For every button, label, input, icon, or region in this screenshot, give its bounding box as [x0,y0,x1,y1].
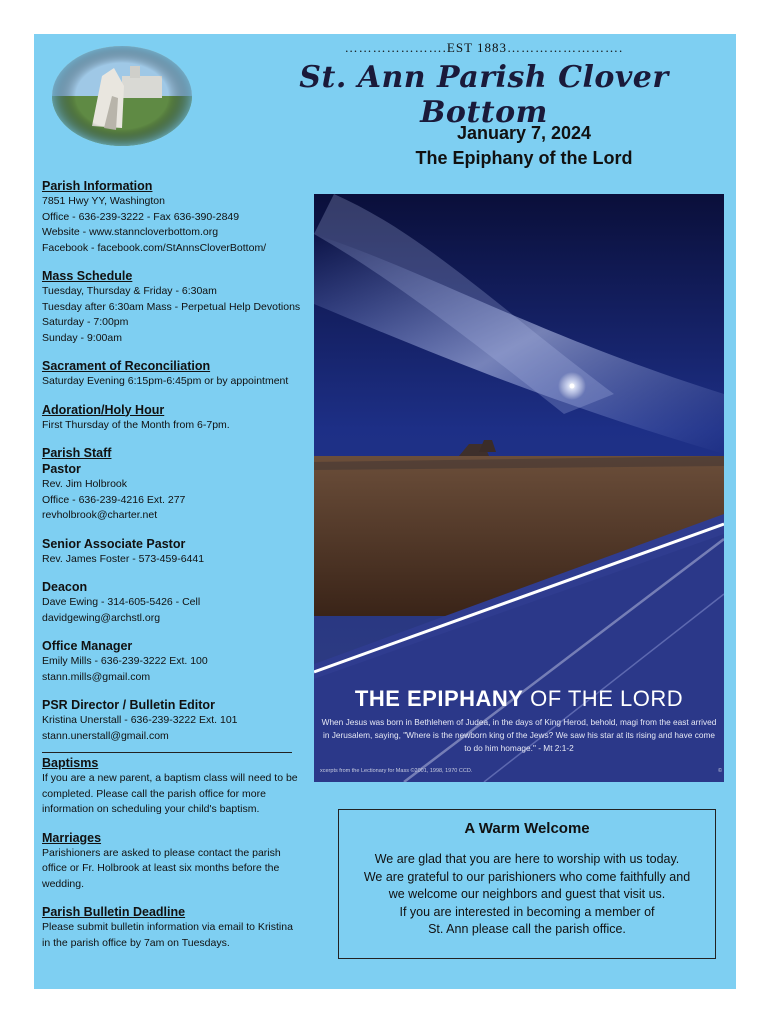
senior-associate-role: Senior Associate Pastor [42,536,186,551]
parish-info-heading: Parish Information [42,179,153,193]
office-manager-role: Office Manager [42,639,133,653]
welcome-title: A Warm Welcome [464,820,590,837]
poster-title [314,686,724,712]
reconciliation-time: Saturday Evening 6:15pm-6:45pm or by appointment [42,375,289,387]
parish-address: 7851 Hwy YY, Washington [42,195,165,207]
bulletin-deadline-text: Please submit bulletin information via email to Kristina in the parish office by 7am on Tuesdays. [42,921,293,949]
office-manager-name: Emily Mills - 636-239-3222 Ext. 100 [42,655,208,667]
poster-scripture-quote: When Jesus was born in Bethlehem of Judea, in the days of King Herod, behold, magi from the east arrived in Jerusalem, saying, "Where is the newborn king of the Jews? We saw his star at its rising and have come to do him homage." - Mt 2:1-2 [321,717,717,753]
deacon-email: davidgewing@archstl.org [42,611,161,624]
senior-associate-name: Rev. James Foster - 573-459-6441 [42,552,205,565]
poster-title-thin: OF THE LORD [523,686,684,711]
marriages-heading: Marriages [42,830,102,845]
bulletin-deadline-heading: Parish Bulletin Deadline [42,905,186,919]
welcome-line: We are grateful to our parishioners who come faithfully and [363,869,691,884]
welcome-line: We are glad that you are here to worship with us today. [374,852,680,866]
baptisms-heading: Baptisms [42,756,99,770]
pastor-name: Rev. Jim Holbrook [42,478,127,490]
section-divider [42,752,292,753]
feast-title: The Epiphany of the Lord [415,148,633,168]
adoration-time: First Thursday of the Month from 6-7pm. [42,418,230,431]
parish-staff-heading: Parish Staff [42,446,112,460]
mass-devotions: Tuesday after 6:30am Mass - Perpetual Help Devotions [42,300,301,313]
marriages-text: Parishioners are asked to please contact the parish office or Fr. Holbrook at least six months before the wedding. [42,846,281,890]
reconciliation-heading: Sacrament of Reconciliation [42,359,211,373]
deacon-role: Deacon [42,580,88,594]
mass-saturday: Saturday - 7:00pm [42,316,129,328]
pastor-email: revholbrook@charter.net [42,509,158,521]
info-column [42,178,304,951]
adoration-heading: Adoration/Holy Hour [42,402,165,417]
bulletin-date: January 7, 2024 [456,123,592,143]
pastor-phone: Office - 636-239-4216 Ext. 277 [42,493,186,506]
welcome-line: St. Ann please call the parish office. [428,922,626,936]
poster-copyright: xcerpts from the Lectionary for Mass ©2001, 1998, 1970 CCD. [320,768,473,774]
pastor-role: Pastor [42,462,81,476]
established-line: ………………….EST 1883……………………. [344,40,624,55]
poster-copyright-mark: © [717,768,722,774]
poster-title-bold: THE EPIPHANY [354,686,524,711]
psr-director-email: stann.unerstall@gmail.com [42,729,169,742]
psr-director-name: Kristina Unerstall - 636-239-3222 Ext. 101 [42,714,238,726]
welcome-line: If you are interested in becoming a member of [399,904,655,919]
psr-director-role: PSR Director / Bulletin Editor [42,698,215,712]
welcome-box [338,809,716,959]
mass-weekday: Tuesday, Thursday & Friday - 6:30am [42,285,217,297]
parish-name-title: St. Ann Parish Clover Bottom [299,60,669,130]
epiphany-poster [314,194,724,782]
bulletin-page [34,34,736,989]
church-photo-logo [52,46,192,146]
deacon-name: Dave Ewing - 314-605-5426 - Cell [42,596,201,608]
mass-schedule-heading: Mass Schedule [42,269,133,283]
mass-sunday: Sunday - 9:00am [42,331,122,344]
welcome-line: we welcome our neighbors and guest that visit us. [388,887,666,901]
baptisms-text: If you are a new parent, a baptism class will need to be completed. Please call the parish office for more information on scheduling your child's baptism. [42,772,298,815]
parish-facebook: Facebook - facebook.com/StAnnsCloverBottom/ [42,241,267,254]
office-manager-email: stann.mills@gmail.com [42,670,151,683]
parish-phone: Office - 636-239-3222 - Fax 636-390-2849 [42,210,240,223]
church-photo-image [52,46,192,146]
welcome-text [339,851,715,939]
parish-website: Website - www.stanncloverbottom.org [42,226,219,238]
